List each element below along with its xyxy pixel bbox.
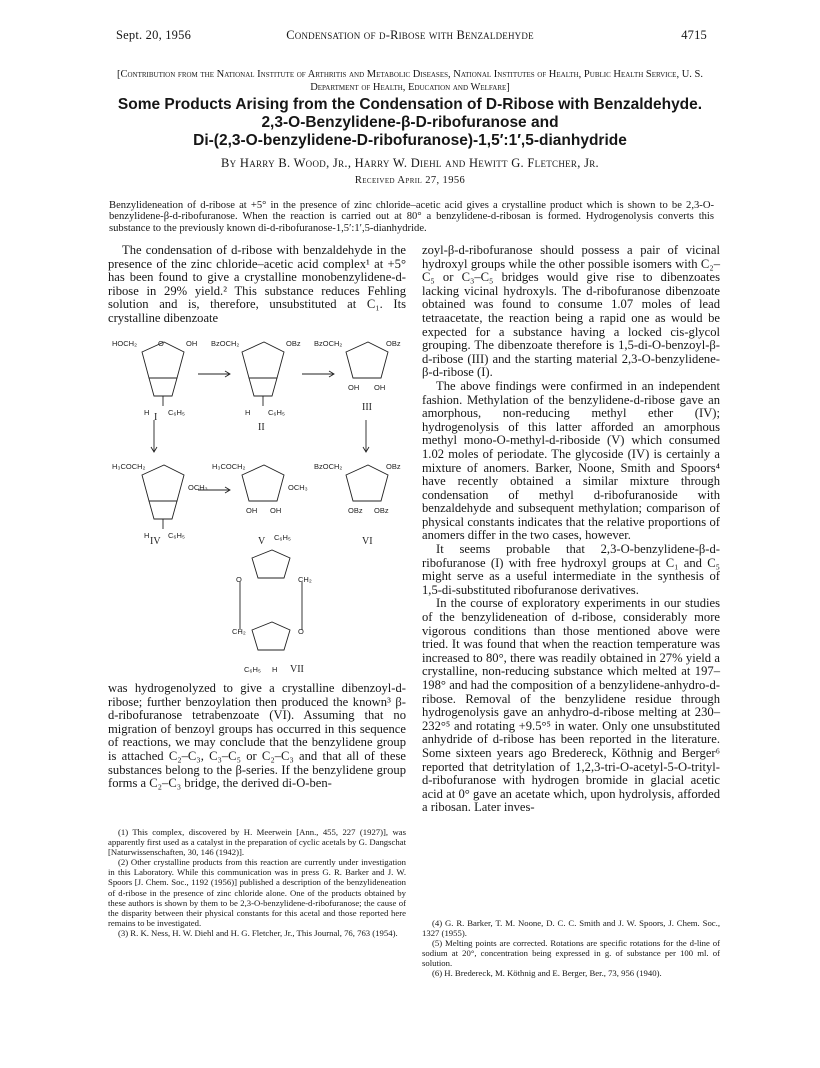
page-number: 4715 [681,28,707,42]
paragraph: The above findings were confirmed in an independent fashion. Methylation of the benzylidene-d-ribose gave an amorphous, non-reducing methyl ether (IV); hydrogenolysis of this latter afforded an amorphous methyl mono-O-methyl-d-riboside (V) which consumed 1.02 moles of periodate. The glycoside (IV) is certainly a mixture of anomers. Barker, Noone, Smith and Spoors⁴ have recently obtained a similar mixture through condensation of methyl d-ribofuranoside with benzaldehyde and subsequent methylation; comparison of physical constants indicates that the relative proportions of anomers differ in the two cases, however. [422,378,720,543]
compound-label-iv: IV [150,536,161,547]
bzoch2-label: BzOCH₂ [211,339,240,348]
c6h5-label: C₆H₅ [168,408,185,417]
c6h5-label: C₆H₅ [244,665,261,674]
c6h5-label: C₆H₅ [168,531,185,540]
contribution-note: [Contribution from the National Institute of Arthritis and Metabolic Diseases, National Institutes of Health, Public Health Service, U. S. Department of Health, Education and Welfare] [116,69,704,93]
footnotes-right [422,918,720,979]
compound-label-i: I [154,412,158,423]
received-date: Received April 27, 1956 [354,175,466,186]
och3-label: OCH₃ [188,483,208,492]
left-column-top [108,244,406,326]
oh-label: OH [186,339,198,348]
h-label: H [245,408,251,417]
article-title [110,96,710,150]
compound-label-vi: VI [362,536,373,547]
compound-label-ii: II [258,422,265,433]
paragraph: The condensation of d-ribose with benzaldehyde in the presence of the zinc chloride–acetic acid complex¹ at +5° has been found to give a crystalline monobenzylidene-d-ribose in 29% yield.² This substance reduces Fehling solution and is, therefore, unsubstituted at C₁. Its crystalline dibenzoate [108,243,406,325]
running-title: Condensation of d-Ribose with Benzaldehyde [286,28,534,42]
reaction-scheme [112,330,402,675]
obz-label: OBz [374,506,389,515]
oh-label: OH [270,506,282,515]
title-line-2: 2,3-O-Benzylidene-β-D-ribofuranose and [261,114,559,131]
footnote-5: (5) Melting points are corrected. Rotations are specific rotations for the d-line of sodium at 20°, concentration being expressed in g. of substance per 100 ml. of solution. [422,938,720,969]
ch2-label: CH₂ [232,627,246,636]
obz-label: OBz [286,339,301,348]
h-label: H [144,408,150,417]
paragraph: was hydrogenolyzed to give a crystalline dibenzoyl-d-ribose; further benzoylation then produced the known³ β-d-ribofuranose tetrabenzoate (VI). Assuming that no migration of benzoyl groups has occurred in this sequence of reactions, we may conclude that the benzylidene group is attached C₂–C₃, C₃–C₅ or C₂–C₃ and that all of these substances belong to the β-series. If the benzylidene group forms a C₂–C₃ bridge, the derived di-O-ben- [108,681,406,791]
obz-label: OBz [386,339,401,348]
footnote-2: (2) Other crystalline products from this reaction are currently under investigation in this Laboratory. While this communication was in press G. R. Barker and J. W. Spoors [J. Chem. Soc., 1192 (1956)] published a description of the benzylideneation of d-ribose in the presence of zinc chloride alone. One of the products obtained by these authors is shown by them to be 2,3-O-benzylidene-d-ribofuranose; the cause of the disparity between their physical constants for this acetal and those reported here remains to be investigated. [108,857,406,928]
bzoch2-label: BzOCH₂ [314,339,343,348]
och3-label: OCH₃ [288,483,308,492]
footnote-1: (1) This complex, discovered by H. Meerwein [Ann., 455, 227 (1927)], was apparently first used as a catalyst in the preparation of cyclic acetals by G. Dangschat [Naturwissenschaften, 30, 146 (1942)]. [108,827,406,858]
h-label: H [272,665,278,674]
title-line-3: Di-(2,3-O-benzylidene-D-ribofuranose)-1,5′:1′,5-dianhydride [193,132,627,149]
paragraph: In the course of exploratory experiments in our studies of the benzylideneation of d-ribose, considerably more vigorous conditions than those mentioned above were tried. It was found that when the reaction temperature was increased to 80°, there was readily obtained in 27% yield a crystalline, non-reducing substance which melted at 197–198° and had the composition of a benzylidene-anhydro-d-ribose. Removal of the benzylidene residue through hydrogenolysis gave an anhydro-d-ribose melting at 230–232°⁵ and rotating +9.5°⁵ in water. Only one unsubstituted anhydride of d-ribose has been reported in the literature. Some sixteen years ago Bredereck, Köthnig and Berger⁶ reported that detritylation of 1,2,3-tri-O-acetyl-5-O-trityl-d-ribofuranose with hydrogen bromide in glacial acetic acid at 0° gave an acetate which, upon hydrolysis, afforded a ribosan. Later inves- [422,596,720,815]
obz-label: OBz [348,506,363,515]
abstract: Benzylideneation of d-ribose at +5° in the presence of zinc chloride–acetic acid gives a crystalline product which is shown to be 2,3-O-benzylidene-β-d-ribofuranose. When the reaction is carried out at 80° a benzylidene-d-ribosan is formed. Hydrogenolysis converts this substance to the previously known di-d-ribofuranose-1,5′:1′,5-dianhydride. [109,200,714,234]
footnote-6: (6) H. Bredereck, M. Köthnig and E. Berger, Ber., 73, 956 (1940). [432,968,662,979]
paragraph: It seems probable that 2,3-O-benzylidene-β-d-ribofuranose (I) with free hydroxyl groups at C₁ and C₅ might serve as a useful intermediate in the synthesis of 1,5-di-substituted ribofuranose derivatives. [422,542,720,597]
compound-label-v: V [258,536,266,547]
author-line: By Harry B. Wood, Jr., Harry W. Diehl and Hewitt G. Fletcher, Jr. [221,156,599,170]
oh-label: OH [374,383,386,392]
paragraph: zoyl-β-d-ribofuranose should possess a pair of vicinal hydroxyl groups while the other possible isomers with C₂–C₅ or C₃–C₅ bridges would give rise to dibenzoates lacking vicinal hydroxyls. The d-ribofuranose dibenzoate obtained was found to consume 1.07 moles of lead tetraacetate, the reaction being a rapid one as would be expected for a substance having a locked cis-glycol grouping. The dibenzoate therefore is 1,5-di-O-benzoyl-β-d-ribose (III) and the starting material 2,3-O-benzylidene-β-d-ribose (I). [422,243,720,380]
h3coch2-label: H₃COCH₂ [212,462,246,471]
ring-o-label: O [158,339,164,348]
oh-label: OH [246,506,258,515]
footnotes-left [108,827,406,938]
c6h5-label: C₆H₅ [274,533,291,542]
o-label: O [236,575,242,584]
compound-label-iii: III [362,402,372,413]
header-date: Sept. 20, 1956 [116,28,192,42]
right-column [422,244,720,815]
footnote-3: (3) R. K. Ness, H. W. Diehl and H. G. Fletcher, Jr., This Journal, 76, 763 (1954). [118,927,398,938]
ch2-label: CH₂ [298,575,312,584]
oh-label: OH [348,383,360,392]
obz-label: OBz [386,462,401,471]
h-label: H [144,531,150,540]
title-line-1: Some Products Arising from the Condensation of D-Ribose with Benzaldehyde. [117,96,703,113]
c6h5-label: C₆H₅ [268,408,285,417]
bzoch2-label: BzOCH₂ [314,462,343,471]
hoch2-label: HOCH₂ [112,339,137,348]
o-label: O [298,627,304,636]
compound-label-vii: VII [290,664,304,675]
footnote-4: (4) G. R. Barker, T. M. Noone, D. C. C. Smith and J. W. Spoors, J. Chem. Soc., 1327 (1955). [422,918,720,939]
left-column-bottom [108,682,406,791]
h3coch2-label: H₃COCH₂ [112,462,146,471]
